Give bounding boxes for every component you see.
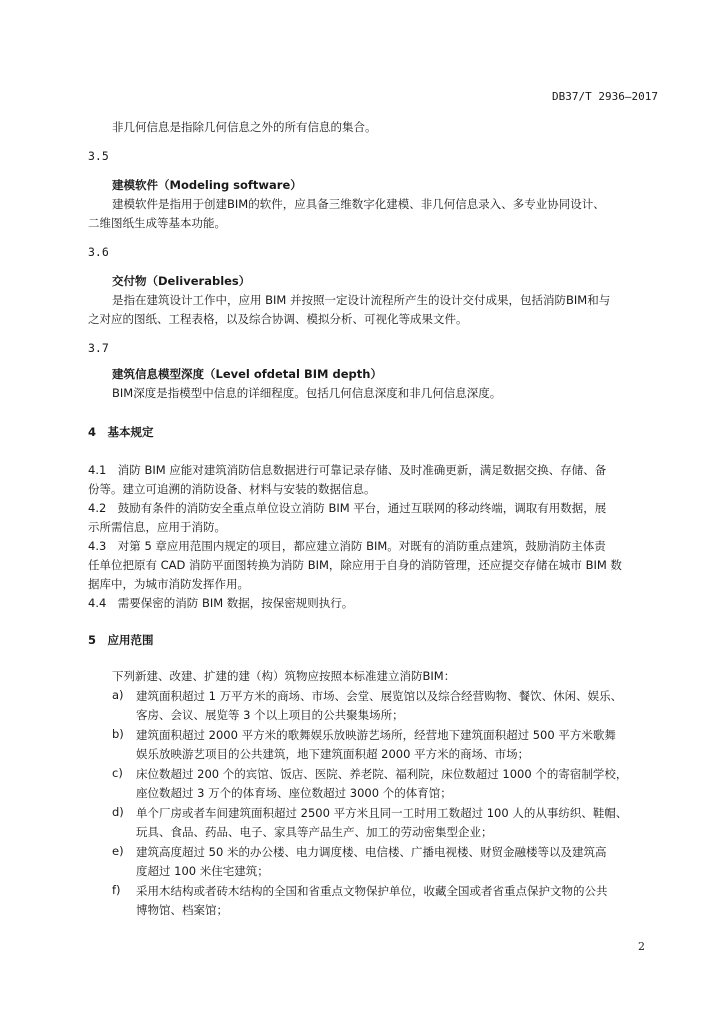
list-item-b-line1: 建筑面积超过 2000 平方米的歌舞娱乐放映游艺场所，经营地下建筑面积超过 500 平方米歌舞 bbox=[136, 728, 616, 742]
list-item-c-line2: 座位数超过 3 万个的体育场、座位数超过 3000 个的体育馆； bbox=[136, 786, 452, 800]
list-item-e-line1: 建筑高度超过 50 米的办公楼、电力调度楼、电信楼、广播电视楼、财贸金融楼等以及建筑高 bbox=[136, 845, 607, 859]
clause-4-2-line2: 示所需信息，应用于消防。 bbox=[88, 520, 226, 534]
paragraph-s34-tail: 非几何信息是指除几何信息之外的所有信息的集合。 bbox=[112, 120, 377, 134]
clause-4-4-line1: 4.4 需要保密的消防 BIM 数据，按保密规则执行。 bbox=[88, 596, 354, 610]
clause-number-3-5: 3.5 bbox=[88, 149, 109, 163]
definition-3-5-line1: 建模软件是指用于创建BIM的软件，应具备三维数字化建模、非几何信息录入、多专业协同设计、 bbox=[112, 197, 605, 211]
term-title-3-7: 建筑信息模型深度（Level ofdetal BIM depth） bbox=[112, 367, 382, 381]
clause-4-3-line3: 据库中，为城市消防发挥作用。 bbox=[88, 577, 249, 591]
section-heading-4: 4 基本规定 bbox=[88, 425, 154, 439]
section-5-intro: 下列新建、改建、扩建的建（构）筑物应按照本标准建立消防BIM： bbox=[112, 669, 456, 683]
standard-code: DB37/T 2936—2017 bbox=[552, 90, 658, 103]
list-item-f-line2: 博物馆、档案馆； bbox=[136, 903, 228, 917]
list-item-c-line1: 床位数超过 200 个的宾馆、饭店、医院、养老院、福利院，床位数超过 1000 个的寄宿制学校， bbox=[136, 767, 628, 781]
term-title-3-5: 建模软件（Modeling software） bbox=[112, 178, 302, 192]
clause-4-3-line1: 4.3 对第 5 章应用范围内规定的项目，都应建立消防 BIM。对既有的消防重点建筑，鼓励消防主体责 bbox=[88, 539, 606, 553]
section-heading-5: 5 应用范围 bbox=[88, 633, 154, 647]
list-item-marker: d) bbox=[112, 805, 124, 819]
list-item-marker: b) bbox=[112, 727, 124, 741]
list-item-d-line2: 玩具、食品、药品、电子、家具等产品生产、加工的劳动密集型企业； bbox=[136, 825, 493, 839]
clause-4-2-line1: 4.2 鼓励有条件的消防安全重点单位设立消防 BIM 平台，通过互联网的移动终端，调取有用数据，展 bbox=[88, 501, 607, 515]
list-item-marker: a) bbox=[112, 688, 124, 702]
list-item-f-line1: 采用木结构或者砖木结构的全国和省重点文物保护单位，收藏全国或者省重点保护文物的公共 bbox=[136, 884, 608, 898]
list-item-a-line1: 建筑面积超过 1 万平方米的商场、市场、会堂、展览馆以及综合经营购物、餐饮、休闲、娱乐、 bbox=[136, 689, 623, 703]
definition-3-5-line2: 二维图纸生成等基本功能。 bbox=[88, 216, 226, 230]
list-item-e-line2: 度超过 100 米住宅建筑； bbox=[136, 864, 269, 878]
list-item-marker: c) bbox=[112, 766, 123, 780]
list-item-b-line2: 娱乐放映游艺项目的公共建筑，地下建筑面积超 2000 平方米的商场、市场； bbox=[136, 747, 530, 761]
page-number: 2 bbox=[638, 940, 645, 953]
definition-3-6-line1: 是指在建筑设计工作中，应用 BIM 并按照一定设计流程所产生的设计交付成果，包括消防BIM和与 bbox=[112, 293, 611, 307]
clause-4-3-line2: 任单位把原有 CAD 消防平面图转换为消防 BIM，除应用于自身的消防管理，还应提交存储在城市 BIM 数 bbox=[88, 558, 622, 572]
list-item-a-line2: 客房、会议、展览等 3 个以上项目的公共聚集场所； bbox=[136, 708, 404, 722]
list-item-marker: f) bbox=[112, 883, 121, 897]
term-title-3-6: 交付物（Deliverables） bbox=[112, 274, 251, 288]
clause-number-3-6: 3.6 bbox=[88, 245, 109, 259]
clause-number-3-7: 3.7 bbox=[88, 341, 109, 355]
definition-3-6-line2: 之对应的图纸、工程表格，以及综合协调、模拟分析、可视化等成果文件。 bbox=[88, 312, 468, 326]
clause-4-1-line1: 4.1 消防 BIM 应能对建筑消防信息数据进行可靠记录存储、及时准确更新，满足数据交换、存储、备 bbox=[88, 463, 607, 477]
list-item-d-line1: 单个厂房或者车间建筑面积超过 2500 平方米且同一工时用工数超过 100 人的从事纺织、鞋帽、 bbox=[136, 806, 628, 820]
clause-4-1-line2: 份等。建立可追溯的消防设备、材料与安装的数据信息。 bbox=[88, 482, 376, 496]
definition-3-7-line1: BIM深度是指模型中信息的详细程度。包括几何信息深度和非几何信息深度。 bbox=[112, 386, 502, 400]
list-item-marker: e) bbox=[112, 844, 124, 858]
